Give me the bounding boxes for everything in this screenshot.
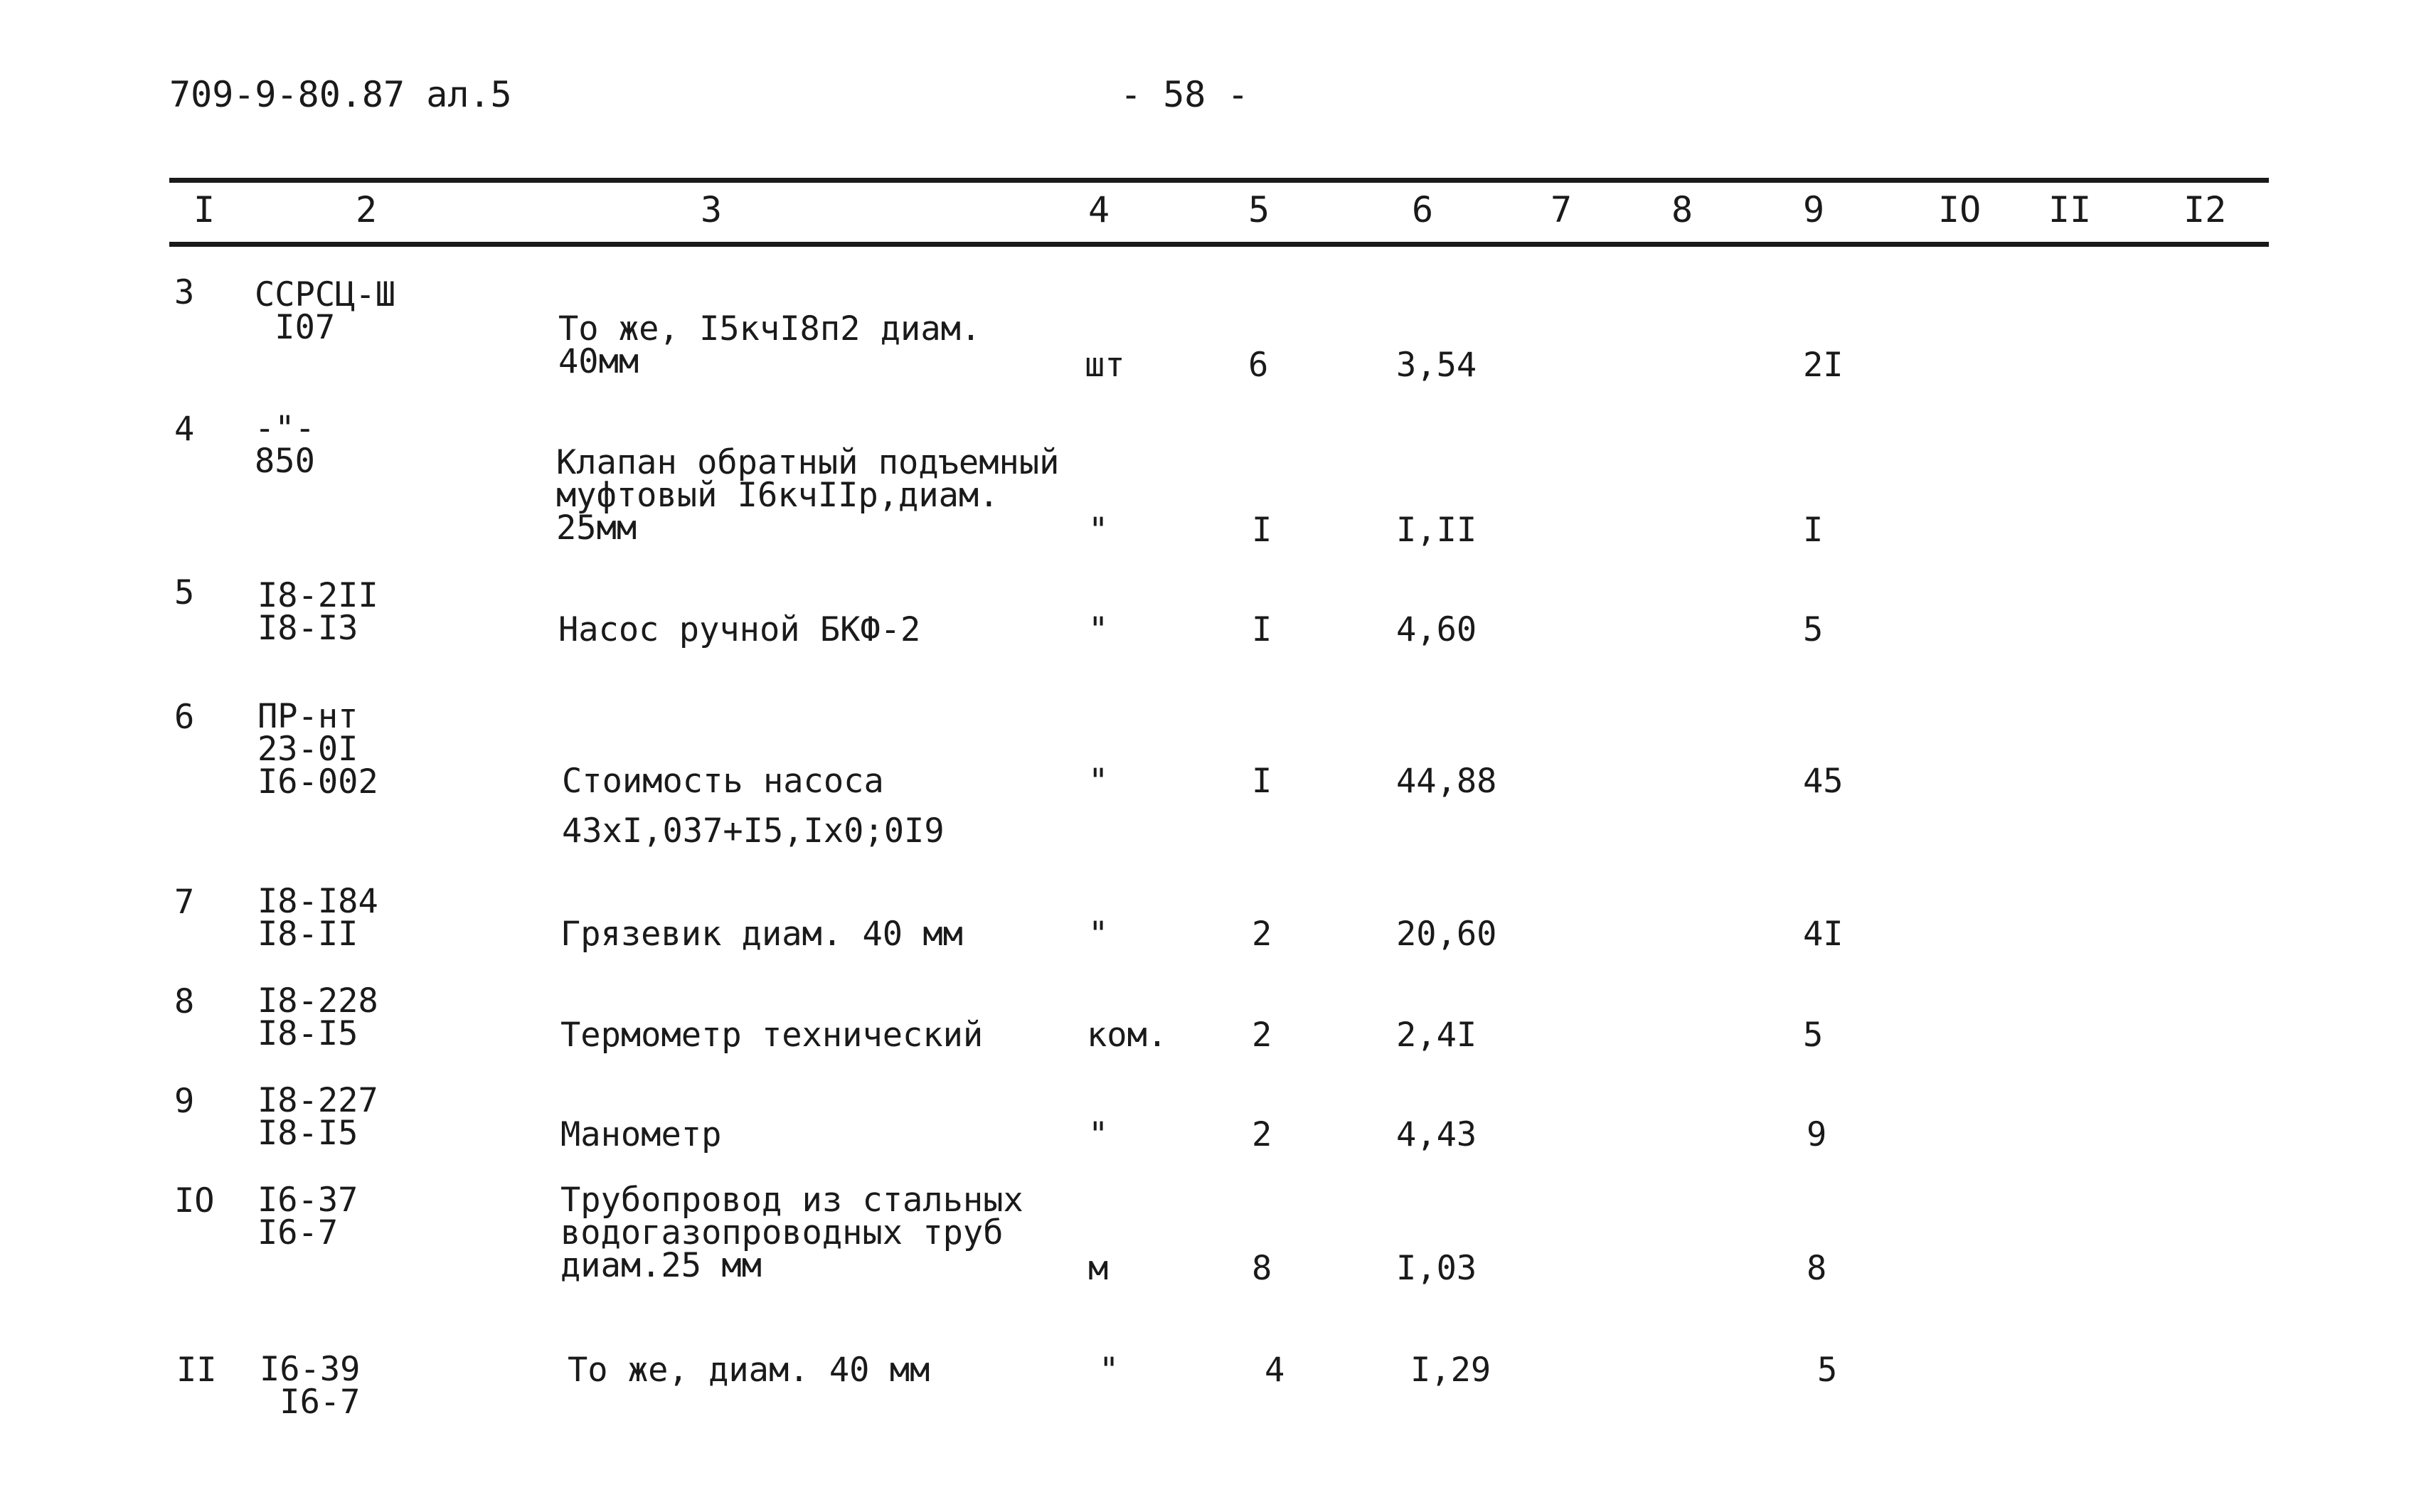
norm-code: I8-228 I8-I5	[257, 981, 378, 1053]
item-name: Грязевик диам. 40 мм	[560, 915, 963, 954]
row-number: 8	[174, 982, 195, 1021]
unit-price: 4,43	[1396, 1115, 1477, 1154]
quantity: 8	[1252, 1249, 1272, 1288]
col-header-8: 8	[1671, 189, 1693, 230]
col-header-2: 2	[356, 189, 378, 230]
unit-price: I,II	[1396, 511, 1477, 550]
total: 45	[1803, 762, 1844, 801]
total: 8	[1807, 1249, 1827, 1288]
col-header-12: I2	[2184, 189, 2227, 230]
table-top-rule	[169, 178, 2269, 183]
unit-price: 3,54	[1396, 346, 1477, 385]
col-header-1: I	[193, 189, 216, 230]
col-header-5: 5	[1248, 189, 1270, 230]
norm-code: I8-I84 I8-II	[257, 882, 378, 954]
unit-price: 4,60	[1396, 610, 1477, 649]
col-header-10: IO	[1938, 189, 1982, 230]
page-number: - 58 -	[1120, 74, 1249, 115]
unit-price: I,03	[1396, 1249, 1477, 1288]
item-name: Клапан обратный подъемный муфтовый I6кчIIр,диам. 25мм	[556, 443, 1060, 548]
unit: "	[1088, 762, 1109, 801]
item-name: Термометр технический	[560, 1016, 984, 1055]
row-number: 9	[174, 1082, 195, 1121]
document-code: 709-9-80.87 ал.5	[169, 74, 512, 115]
col-header-3: 3	[701, 189, 723, 230]
row-number: IO	[174, 1181, 215, 1220]
row-number: II	[176, 1351, 217, 1390]
col-header-7: 7	[1551, 189, 1573, 230]
row-number: 6	[174, 698, 195, 737]
total: 4I	[1803, 915, 1844, 954]
norm-code: I8-2II I8-I3	[257, 576, 378, 648]
unit: "	[1088, 915, 1109, 954]
quantity: I	[1252, 762, 1272, 801]
unit-price: 20,60	[1396, 915, 1497, 954]
unit-price: 2,4I	[1396, 1016, 1477, 1055]
item-name: Насос ручной БКФ-2	[558, 610, 921, 649]
quantity: 6	[1248, 346, 1269, 385]
unit: "	[1088, 1115, 1109, 1154]
item-name: Стоимость насоса	[562, 762, 884, 801]
unit: "	[1099, 1351, 1119, 1390]
item-name: То же, диам. 40 мм	[568, 1351, 930, 1390]
table-header-rule	[169, 242, 2269, 247]
quantity: 2	[1252, 1016, 1272, 1055]
unit-price: 44,88	[1396, 762, 1497, 801]
item-name: Манометр	[560, 1115, 722, 1154]
row-number: 4	[174, 410, 195, 449]
total: 5	[1803, 610, 1824, 649]
row-number: 5	[174, 573, 195, 612]
item-name: То же, I5кчI8п2 диам. 40мм	[558, 309, 982, 381]
col-header-9: 9	[1803, 189, 1825, 230]
col-header-11: II	[2048, 189, 2092, 230]
total: 9	[1807, 1115, 1827, 1154]
norm-code: ССРСЦ-Ш I07	[255, 275, 396, 347]
row-number: 3	[174, 273, 195, 312]
quantity: I	[1252, 511, 1272, 550]
unit: шт	[1085, 346, 1125, 385]
quantity: 4	[1265, 1351, 1285, 1390]
item-name: Трубопровод из стальных водогазопроводных труб диам.25 мм	[560, 1181, 1023, 1285]
unit: м	[1088, 1249, 1109, 1288]
total: 5	[1817, 1351, 1838, 1390]
norm-code: I6-37 I6-7	[257, 1181, 358, 1252]
total: 2I	[1803, 346, 1844, 385]
unit-price: I,29	[1410, 1351, 1491, 1390]
unit: ком.	[1087, 1016, 1168, 1055]
norm-code: ПР-нт 23-0I I6-002	[257, 697, 378, 802]
norm-code: I6-39 I6-7	[260, 1350, 361, 1422]
row-number: 7	[174, 883, 195, 922]
unit: "	[1088, 511, 1109, 550]
total: 5	[1803, 1016, 1824, 1055]
quantity: 2	[1252, 915, 1272, 954]
norm-code: -"- 850	[255, 409, 315, 481]
price-formula: 43хI,037+I5,Iх0;0I9	[562, 811, 945, 851]
col-header-6: 6	[1412, 189, 1434, 230]
total: I	[1803, 511, 1824, 550]
quantity: I	[1252, 610, 1272, 649]
col-header-4: 4	[1088, 189, 1110, 230]
quantity: 2	[1252, 1115, 1272, 1154]
unit: "	[1088, 610, 1109, 649]
norm-code: I8-227 I8-I5	[257, 1081, 378, 1153]
